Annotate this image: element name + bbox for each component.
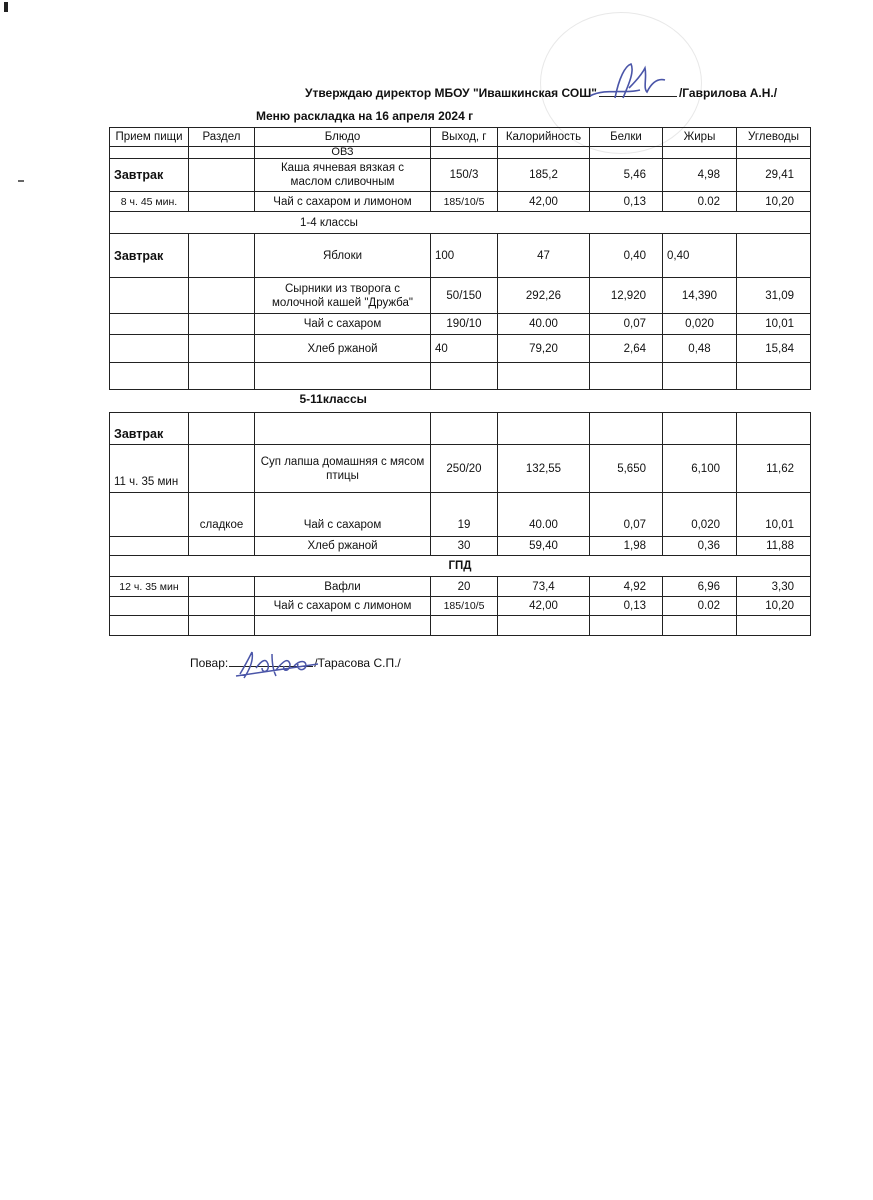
table-row: [110, 597, 811, 616]
table-row: [110, 445, 811, 493]
fat-cell: 0,48: [663, 335, 737, 363]
protein-cell: 2,64: [590, 335, 663, 363]
meal-cell: Завтрак: [110, 234, 189, 278]
yield-cell: 19: [431, 493, 498, 537]
meal-cell: Завтрак: [110, 413, 189, 445]
kcal-cell: 40.00: [498, 493, 590, 537]
meal-cell: 11 ч. 35 мин: [110, 445, 189, 493]
table-row: [110, 314, 811, 335]
table-row: [110, 537, 811, 556]
yield-cell: 250/20: [431, 445, 498, 493]
section-grade-5-11: 5-11классы: [110, 390, 811, 413]
protein-cell: 5,650: [590, 445, 663, 493]
dish-cell: Сырники из творога с молочной кашей "Дружба": [255, 278, 431, 314]
col-header: Прием пищи: [110, 128, 189, 147]
dish-cell: Хлеб ржаной: [255, 537, 431, 556]
col-header: Калорийность: [498, 128, 590, 147]
section-grade-1-4: 1-4 классы: [110, 212, 811, 234]
director-signature: [585, 58, 675, 106]
carbs-cell: 15,84: [737, 335, 811, 363]
yield-cell: 100: [431, 234, 498, 278]
yield-cell: 185/10/5: [431, 597, 498, 616]
yield-cell: 185/10/5: [431, 192, 498, 212]
carbs-cell: 3,30: [737, 577, 811, 597]
dish-cell: Хлеб ржаной: [255, 335, 431, 363]
kcal-cell: 59,40: [498, 537, 590, 556]
yield-cell: 190/10: [431, 314, 498, 335]
scan-mark: [4, 2, 8, 12]
protein-cell: 0,07: [590, 314, 663, 335]
section-row: [110, 147, 811, 159]
col-header: Раздел: [189, 128, 255, 147]
carbs-cell: 10,20: [737, 597, 811, 616]
dish-cell: Чай с сахаром: [255, 314, 431, 335]
table-row: [110, 192, 811, 212]
fat-cell: 0.02: [663, 597, 737, 616]
protein-cell: 0,40: [590, 234, 663, 278]
menu-table: [109, 127, 810, 636]
protein-cell: 0,07: [590, 493, 663, 537]
dish-cell: Чай с сахаром: [255, 493, 431, 537]
fat-cell: 14,390: [663, 278, 737, 314]
dish-cell: Чай с сахаром и лимоном: [255, 192, 431, 212]
kcal-cell: 42,00: [498, 192, 590, 212]
dish-cell: Каша ячневая вязкая с маслом сливочным: [255, 159, 431, 192]
approval-name: /Гаврилова А.Н./: [678, 86, 778, 100]
kcal-cell: 73,4: [498, 577, 590, 597]
cook-name: /Тарасова С.П./: [314, 656, 401, 670]
col-header: Белки: [590, 128, 663, 147]
fat-cell: 0,40: [663, 234, 737, 278]
table-row: [110, 493, 811, 537]
table-row: [110, 363, 811, 390]
section-cell: сладкое: [189, 493, 255, 537]
kcal-cell: 47: [498, 234, 590, 278]
fat-cell: 0,020: [663, 314, 737, 335]
section-row: [110, 212, 811, 234]
fat-cell: 0,020: [663, 493, 737, 537]
section-ovz: ОВЗ: [255, 147, 431, 159]
dish-cell: Вафли: [255, 577, 431, 597]
kcal-cell: 185,2: [498, 159, 590, 192]
cook-label: Повар:: [190, 656, 229, 670]
yield-cell: 40: [431, 335, 498, 363]
fat-cell: 6,96: [663, 577, 737, 597]
col-header: Выход, г: [431, 128, 498, 147]
protein-cell: 1,98: [590, 537, 663, 556]
yield-cell: 20: [431, 577, 498, 597]
kcal-cell: 132,55: [498, 445, 590, 493]
section-row: [110, 556, 811, 577]
carbs-cell: 11,88: [737, 537, 811, 556]
cook-signature: [232, 646, 322, 682]
protein-cell: 0,13: [590, 597, 663, 616]
dish-cell: Суп лапша домашняя с мясом птицы: [255, 445, 431, 493]
carbs-cell: 10,01: [737, 314, 811, 335]
carbs-cell: 11,62: [737, 445, 811, 493]
scan-mark: [18, 180, 24, 182]
protein-cell: 0,13: [590, 192, 663, 212]
carbs-cell: 10,01: [737, 493, 811, 537]
section-gpd: ГПД: [110, 556, 811, 577]
col-header: Жиры: [663, 128, 737, 147]
approval-text: Утверждаю директор МБОУ "Ивашкинская СОШ": [305, 86, 597, 100]
approval-line: [305, 86, 777, 100]
yield-cell: 50/150: [431, 278, 498, 314]
protein-cell: 12,920: [590, 278, 663, 314]
yield-cell: 30: [431, 537, 498, 556]
table-row: [110, 159, 811, 192]
kcal-cell: 40.00: [498, 314, 590, 335]
carbs-cell: 29,41: [737, 159, 811, 192]
table-row: [110, 278, 811, 314]
table-row: [110, 335, 811, 363]
dish-cell: Яблоки: [255, 234, 431, 278]
carbs-cell: 10,20: [737, 192, 811, 212]
kcal-cell: 42,00: [498, 597, 590, 616]
kcal-cell: 292,26: [498, 278, 590, 314]
dish-cell: Чай с сахаром с лимоном: [255, 597, 431, 616]
table-header: [110, 128, 811, 147]
protein-cell: 4,92: [590, 577, 663, 597]
fat-cell: 0,36: [663, 537, 737, 556]
yield-cell: 150/3: [431, 159, 498, 192]
meal-cell: 12 ч. 35 мин: [110, 577, 189, 597]
carbs-cell: 31,09: [737, 278, 811, 314]
table-row: [110, 413, 811, 445]
col-header: Блюдо: [255, 128, 431, 147]
table-row: [110, 577, 811, 597]
fat-cell: 6,100: [663, 445, 737, 493]
meal-cell: Завтрак: [110, 159, 189, 192]
table-row: [110, 234, 811, 278]
table-row: [110, 616, 811, 636]
section-row: [110, 390, 811, 413]
col-header: Углеводы: [737, 128, 811, 147]
meal-cell: 8 ч. 45 мин.: [110, 192, 189, 212]
kcal-cell: 79,20: [498, 335, 590, 363]
page-title: Меню раскладка на 16 апреля 2024 г: [256, 109, 474, 123]
protein-cell: 5,46: [590, 159, 663, 192]
fat-cell: 4,98: [663, 159, 737, 192]
fat-cell: 0.02: [663, 192, 737, 212]
